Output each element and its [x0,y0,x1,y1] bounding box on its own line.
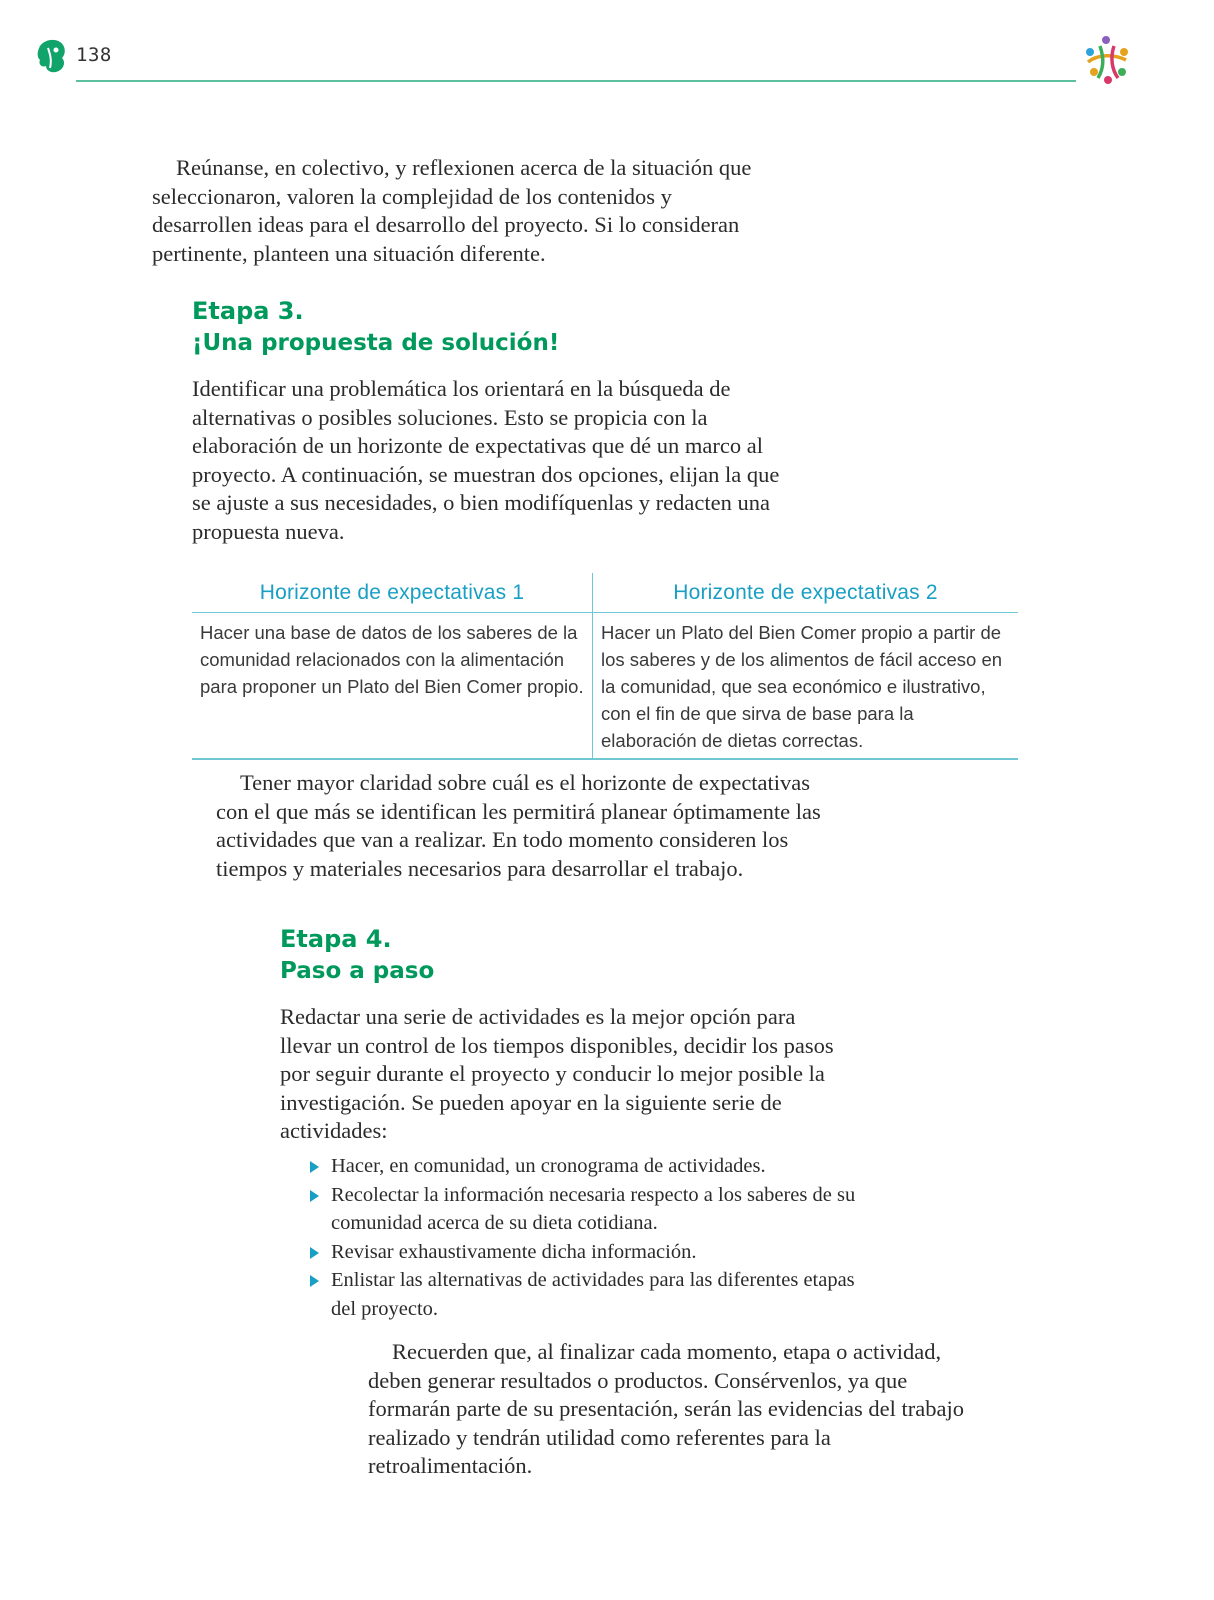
list-item [306,1152,866,1181]
list-item-text: Revisar exhaustivamente dicha información. [331,1240,697,1263]
list-item-text: Enlistar las alternativas de actividades para las diferentes etapas del proyecto. [331,1269,855,1320]
stage4-paragraph: Redactar una serie de actividades es la mejor opción para llevar un control de los tiempos disponibles, decidir los pasos por seguir durante el proyecto y conducir lo mejor posible la investigación. Se pueden apoyar en la siguiente serie de actividades: [280,1004,834,1143]
table-bottom-rule [192,758,1018,760]
stage3-paragraph: Identificar una problemática los orientará en la búsqueda de alternativas o posibles soluciones. Esto se propicia con la elaboración de un horizonte de expectativas que dé un marco al proyecto. A continuación, se muestran dos opciones, elijan la que se ajuste a sus necesidades, o bien modifíquenlas y redacten una propuesta nueva. [192,376,780,544]
list-item [306,1266,866,1323]
list-item-text: Hacer, en comunidad, un cronograma de actividades. [331,1155,766,1177]
intro-paragraph: Reúnanse, en colectivo, y reflexionen acerca de la situación que seleccionaron, valoren la complejidad de los contenidos y desarrollen ideas para el desarrollo del proyecto. Si lo consideran pertinente, planteen una situación diferente. [152,155,752,266]
bullet-triangle-icon [310,1161,319,1173]
bullet-triangle-icon [310,1247,319,1259]
table-cell-col-2: Hacer un Plato del Bien Comer propio a partir de los saberes y de los alimentos de fácil acceso en la comunidad, que sea económico e ilustrativo, con el fin de que sirva de base para la elaboración de dietas correctas. [601,622,1003,751]
leaf-logo-icon [36,38,68,74]
list-item-text: Recolectar la información necesaria respecto a los saberes de su comunidad acerca de su dieta cotidiana. [331,1183,856,1234]
header-rule [76,80,1076,82]
stage3-subtitle: ¡Una propuesta de solución! [192,330,560,356]
stage4-title: Etapa 4. [280,925,392,953]
bullet-triangle-icon [310,1275,319,1287]
after-table-paragraph: Tener mayor claridad sobre cuál es el horizonte de expectativas con el que más se identifican les permitirá planear óptimamente las actividades que van a realizar. En todo momento consideren los tiempos y materiales necesarios para desarrollar el trabajo. [216,770,821,881]
expectations-table [192,573,1018,759]
table-header-col-1: Horizonte de expectativas 1 [259,581,525,604]
table-header-col-2: Horizonte de expectativas 2 [673,581,938,604]
activities-list [306,1152,866,1323]
table-header-rule [192,612,1018,613]
bullet-triangle-icon [310,1190,319,1202]
stage4-subtitle: Paso a paso [280,958,435,984]
closing-paragraph: Recuerden que, al finalizar cada momento, etapa o actividad, deben generar resultados o productos. Consérvenlos, ya que formarán parte de su presentación, serán las evidencias del trabajo realizado y tendrán utilidad como referentes para la retroalimentación. [368,1339,964,1478]
page-number: 138 [76,44,112,66]
list-item [306,1181,866,1238]
table-cell-col-1: Hacer una base de datos de los saberes de la comunidad relacionados con la alimentación para proponer un Plato del Bien Comer propio. [200,622,584,697]
community-figures-logo-icon [1078,32,1138,88]
list-item [306,1238,866,1267]
stage3-title: Etapa 3. [192,297,304,325]
